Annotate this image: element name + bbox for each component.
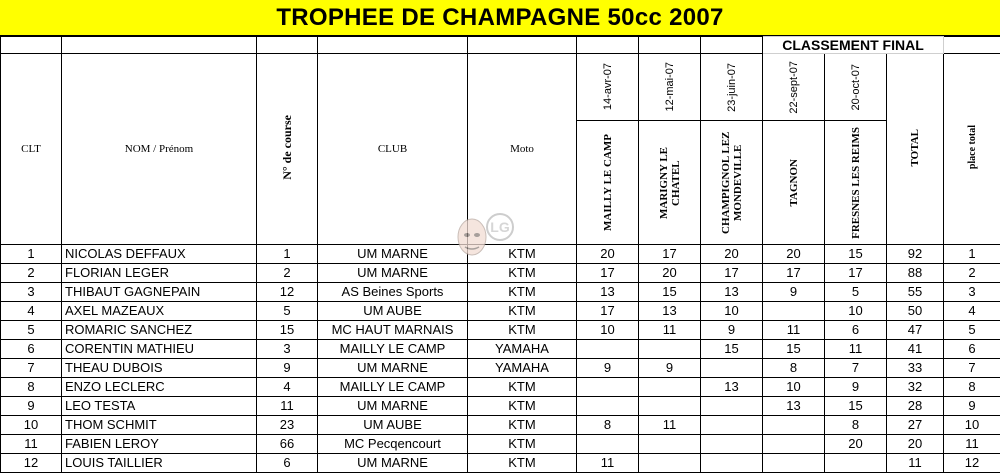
cell-race-5: 20 <box>825 435 887 454</box>
cell-race-1: 17 <box>577 264 639 283</box>
table-row <box>1 454 1000 473</box>
cell-number: 5 <box>257 302 318 321</box>
cell-race-1: 11 <box>577 454 639 473</box>
cell-moto: KTM <box>468 378 577 397</box>
cell-club: MAILLY LE CAMP <box>318 340 468 359</box>
cell-name: FABIEN LEROY <box>62 435 257 454</box>
cell-race-1: 9 <box>577 359 639 378</box>
cell-place: 7 <box>944 359 1000 378</box>
cell-race-3: 15 <box>701 340 763 359</box>
table-row <box>1 397 1000 416</box>
cell-race-4 <box>763 302 825 321</box>
cell-race-4 <box>763 435 825 454</box>
cell-name: ROMARIC SANCHEZ <box>62 321 257 340</box>
cell-name: ENZO LECLERC <box>62 378 257 397</box>
header-name: NOM / Prénom <box>62 54 257 245</box>
cell-race-5: 15 <box>825 397 887 416</box>
cell-club: UM AUBE <box>318 416 468 435</box>
header-race-3 <box>701 54 763 245</box>
cell-race-4: 15 <box>763 340 825 359</box>
cell-race-5: 10 <box>825 302 887 321</box>
cell-race-4: 17 <box>763 264 825 283</box>
table-row <box>1 416 1000 435</box>
cell-race-3: 13 <box>701 378 763 397</box>
header-race-4 <box>763 54 825 245</box>
race-4-date: 22-sept-07 <box>787 60 800 114</box>
cell-race-3: 9 <box>701 321 763 340</box>
cell-clt: 7 <box>1 359 62 378</box>
header-race-5 <box>825 54 887 245</box>
subtitle-row <box>1 37 1000 54</box>
cell-number: 1 <box>257 245 318 264</box>
cell-race-3 <box>701 397 763 416</box>
cell-clt: 10 <box>1 416 62 435</box>
cell-clt: 5 <box>1 321 62 340</box>
cell-moto: YAMAHA <box>468 340 577 359</box>
cell-place: 9 <box>944 397 1000 416</box>
table-row <box>1 264 1000 283</box>
cell-place: 8 <box>944 378 1000 397</box>
cell-race-4: 11 <box>763 321 825 340</box>
cell-clt: 11 <box>1 435 62 454</box>
cell-moto: KTM <box>468 397 577 416</box>
cell-race-2 <box>639 454 701 473</box>
cell-number: 66 <box>257 435 318 454</box>
cell-place: 1 <box>944 245 1000 264</box>
cell-place: 2 <box>944 264 1000 283</box>
cell-race-1 <box>577 378 639 397</box>
header-race-1 <box>577 54 639 245</box>
cell-total: 20 <box>887 435 944 454</box>
cell-moto: KTM <box>468 435 577 454</box>
cell-number: 23 <box>257 416 318 435</box>
cell-race-1: 10 <box>577 321 639 340</box>
cell-total: 41 <box>887 340 944 359</box>
cell-name: THEAU DUBOIS <box>62 359 257 378</box>
cell-race-2: 13 <box>639 302 701 321</box>
cell-race-3: 13 <box>701 283 763 302</box>
race-3-date: 23-juin-07 <box>725 62 738 112</box>
cell-total: 33 <box>887 359 944 378</box>
cell-moto: KTM <box>468 264 577 283</box>
cell-club: MC Pecqencourt <box>318 435 468 454</box>
cell-race-1 <box>577 340 639 359</box>
cell-race-4 <box>763 416 825 435</box>
race-2-date: 12-mai-07 <box>663 62 676 112</box>
table-row <box>1 359 1000 378</box>
cell-name: FLORIAN LEGER <box>62 264 257 283</box>
cell-race-4: 8 <box>763 359 825 378</box>
cell-race-3 <box>701 416 763 435</box>
cell-race-3: 17 <box>701 264 763 283</box>
cell-race-2: 20 <box>639 264 701 283</box>
cell-race-5: 11 <box>825 340 887 359</box>
cell-race-2 <box>639 378 701 397</box>
cell-club: UM MARNE <box>318 359 468 378</box>
cell-race-1: 17 <box>577 302 639 321</box>
cell-race-5: 17 <box>825 264 887 283</box>
classement-final-label: CLASSEMENT FINAL <box>763 37 944 54</box>
race-2-place: MARIGNY LE CHATEL <box>657 146 682 219</box>
cell-moto: KTM <box>468 416 577 435</box>
cell-place: 11 <box>944 435 1000 454</box>
cell-name: CORENTIN MATHIEU <box>62 340 257 359</box>
table-row <box>1 340 1000 359</box>
cell-race-1 <box>577 435 639 454</box>
cell-moto: YAMAHA <box>468 359 577 378</box>
table-row <box>1 283 1000 302</box>
cell-race-2 <box>639 340 701 359</box>
cell-race-4: 9 <box>763 283 825 302</box>
table-row <box>1 378 1000 397</box>
cell-moto: KTM <box>468 454 577 473</box>
cell-club: UM MARNE <box>318 454 468 473</box>
table-row <box>1 435 1000 454</box>
cell-place: 10 <box>944 416 1000 435</box>
cell-number: 9 <box>257 359 318 378</box>
cell-race-4 <box>763 454 825 473</box>
cell-race-4: 13 <box>763 397 825 416</box>
header-club: CLUB <box>318 54 468 245</box>
cell-race-3 <box>701 454 763 473</box>
cell-place: 6 <box>944 340 1000 359</box>
cell-place: 3 <box>944 283 1000 302</box>
cell-name: THOM SCHMIT <box>62 416 257 435</box>
cell-number: 4 <box>257 378 318 397</box>
race-4-place: TAGNON <box>787 158 800 207</box>
cell-club: MC HAUT MARNAIS <box>318 321 468 340</box>
race-5-date: 20-oct-07 <box>849 63 862 111</box>
cell-total: 11 <box>887 454 944 473</box>
cell-club: UM MARNE <box>318 264 468 283</box>
cell-race-2 <box>639 397 701 416</box>
cell-place: 12 <box>944 454 1000 473</box>
header-number: N° de course <box>257 54 318 245</box>
header-row <box>1 54 1000 245</box>
cell-clt: 12 <box>1 454 62 473</box>
cell-total: 47 <box>887 321 944 340</box>
cell-total: 92 <box>887 245 944 264</box>
cell-clt: 9 <box>1 397 62 416</box>
cell-race-2: 15 <box>639 283 701 302</box>
race-1-place: MAILLY LE CAMP <box>601 134 614 231</box>
cell-name: AXEL MAZEAUX <box>62 302 257 321</box>
cell-clt: 1 <box>1 245 62 264</box>
cell-total: 50 <box>887 302 944 321</box>
cell-moto: KTM <box>468 245 577 264</box>
cell-name: THIBAUT GAGNEPAIN <box>62 283 257 302</box>
standings-table <box>0 36 1000 473</box>
cell-race-5 <box>825 454 887 473</box>
cell-race-2: 9 <box>639 359 701 378</box>
cell-race-2: 11 <box>639 321 701 340</box>
cell-number: 12 <box>257 283 318 302</box>
table-row <box>1 321 1000 340</box>
cell-number: 11 <box>257 397 318 416</box>
table-row <box>1 302 1000 321</box>
cell-clt: 3 <box>1 283 62 302</box>
header-race-2 <box>639 54 701 245</box>
cell-place: 4 <box>944 302 1000 321</box>
cell-total: 55 <box>887 283 944 302</box>
cell-number: 6 <box>257 454 318 473</box>
page-title: TROPHEE DE CHAMPAGNE 50cc 2007 <box>276 3 724 31</box>
cell-number: 15 <box>257 321 318 340</box>
cell-place: 5 <box>944 321 1000 340</box>
title-banner <box>0 0 1000 36</box>
header-moto: Moto <box>468 54 577 245</box>
cell-total: 27 <box>887 416 944 435</box>
cell-total: 88 <box>887 264 944 283</box>
cell-race-2: 17 <box>639 245 701 264</box>
cell-race-1: 13 <box>577 283 639 302</box>
table-row <box>1 245 1000 264</box>
cell-race-5: 5 <box>825 283 887 302</box>
header-clt: CLT <box>1 54 62 245</box>
cell-club: UM MARNE <box>318 245 468 264</box>
race-5-place: FRESNES LES REIMS <box>849 126 862 239</box>
header-total: TOTAL <box>887 54 944 245</box>
cell-race-5: 8 <box>825 416 887 435</box>
cell-race-5: 9 <box>825 378 887 397</box>
cell-clt: 6 <box>1 340 62 359</box>
cell-race-2: 11 <box>639 416 701 435</box>
cell-clt: 8 <box>1 378 62 397</box>
cell-moto: KTM <box>468 283 577 302</box>
cell-total: 28 <box>887 397 944 416</box>
cell-number: 3 <box>257 340 318 359</box>
cell-total: 32 <box>887 378 944 397</box>
cell-name: LEO TESTA <box>62 397 257 416</box>
cell-club: MAILLY LE CAMP <box>318 378 468 397</box>
race-3-place: CHAMPIGNOL LEZ MONDEVILLE <box>719 131 744 234</box>
cell-race-1: 8 <box>577 416 639 435</box>
cell-name: NICOLAS DEFFAUX <box>62 245 257 264</box>
cell-club: UM AUBE <box>318 302 468 321</box>
cell-race-1 <box>577 397 639 416</box>
cell-race-3: 10 <box>701 302 763 321</box>
cell-club: UM MARNE <box>318 397 468 416</box>
cell-race-5: 15 <box>825 245 887 264</box>
cell-name: LOUIS TAILLIER <box>62 454 257 473</box>
cell-race-5: 6 <box>825 321 887 340</box>
race-1-date: 14-avr-07 <box>601 63 614 111</box>
cell-moto: KTM <box>468 302 577 321</box>
cell-race-5: 7 <box>825 359 887 378</box>
cell-moto: KTM <box>468 321 577 340</box>
cell-number: 2 <box>257 264 318 283</box>
cell-clt: 4 <box>1 302 62 321</box>
watermark-text: LG <box>490 219 510 235</box>
cell-race-1: 20 <box>577 245 639 264</box>
cell-race-3 <box>701 359 763 378</box>
cell-race-4: 10 <box>763 378 825 397</box>
cell-race-3 <box>701 435 763 454</box>
header-place-total: place total <box>944 54 1000 245</box>
cell-clt: 2 <box>1 264 62 283</box>
cell-race-3: 20 <box>701 245 763 264</box>
cell-club: AS Beines Sports <box>318 283 468 302</box>
cell-race-2 <box>639 435 701 454</box>
cell-race-4: 20 <box>763 245 825 264</box>
